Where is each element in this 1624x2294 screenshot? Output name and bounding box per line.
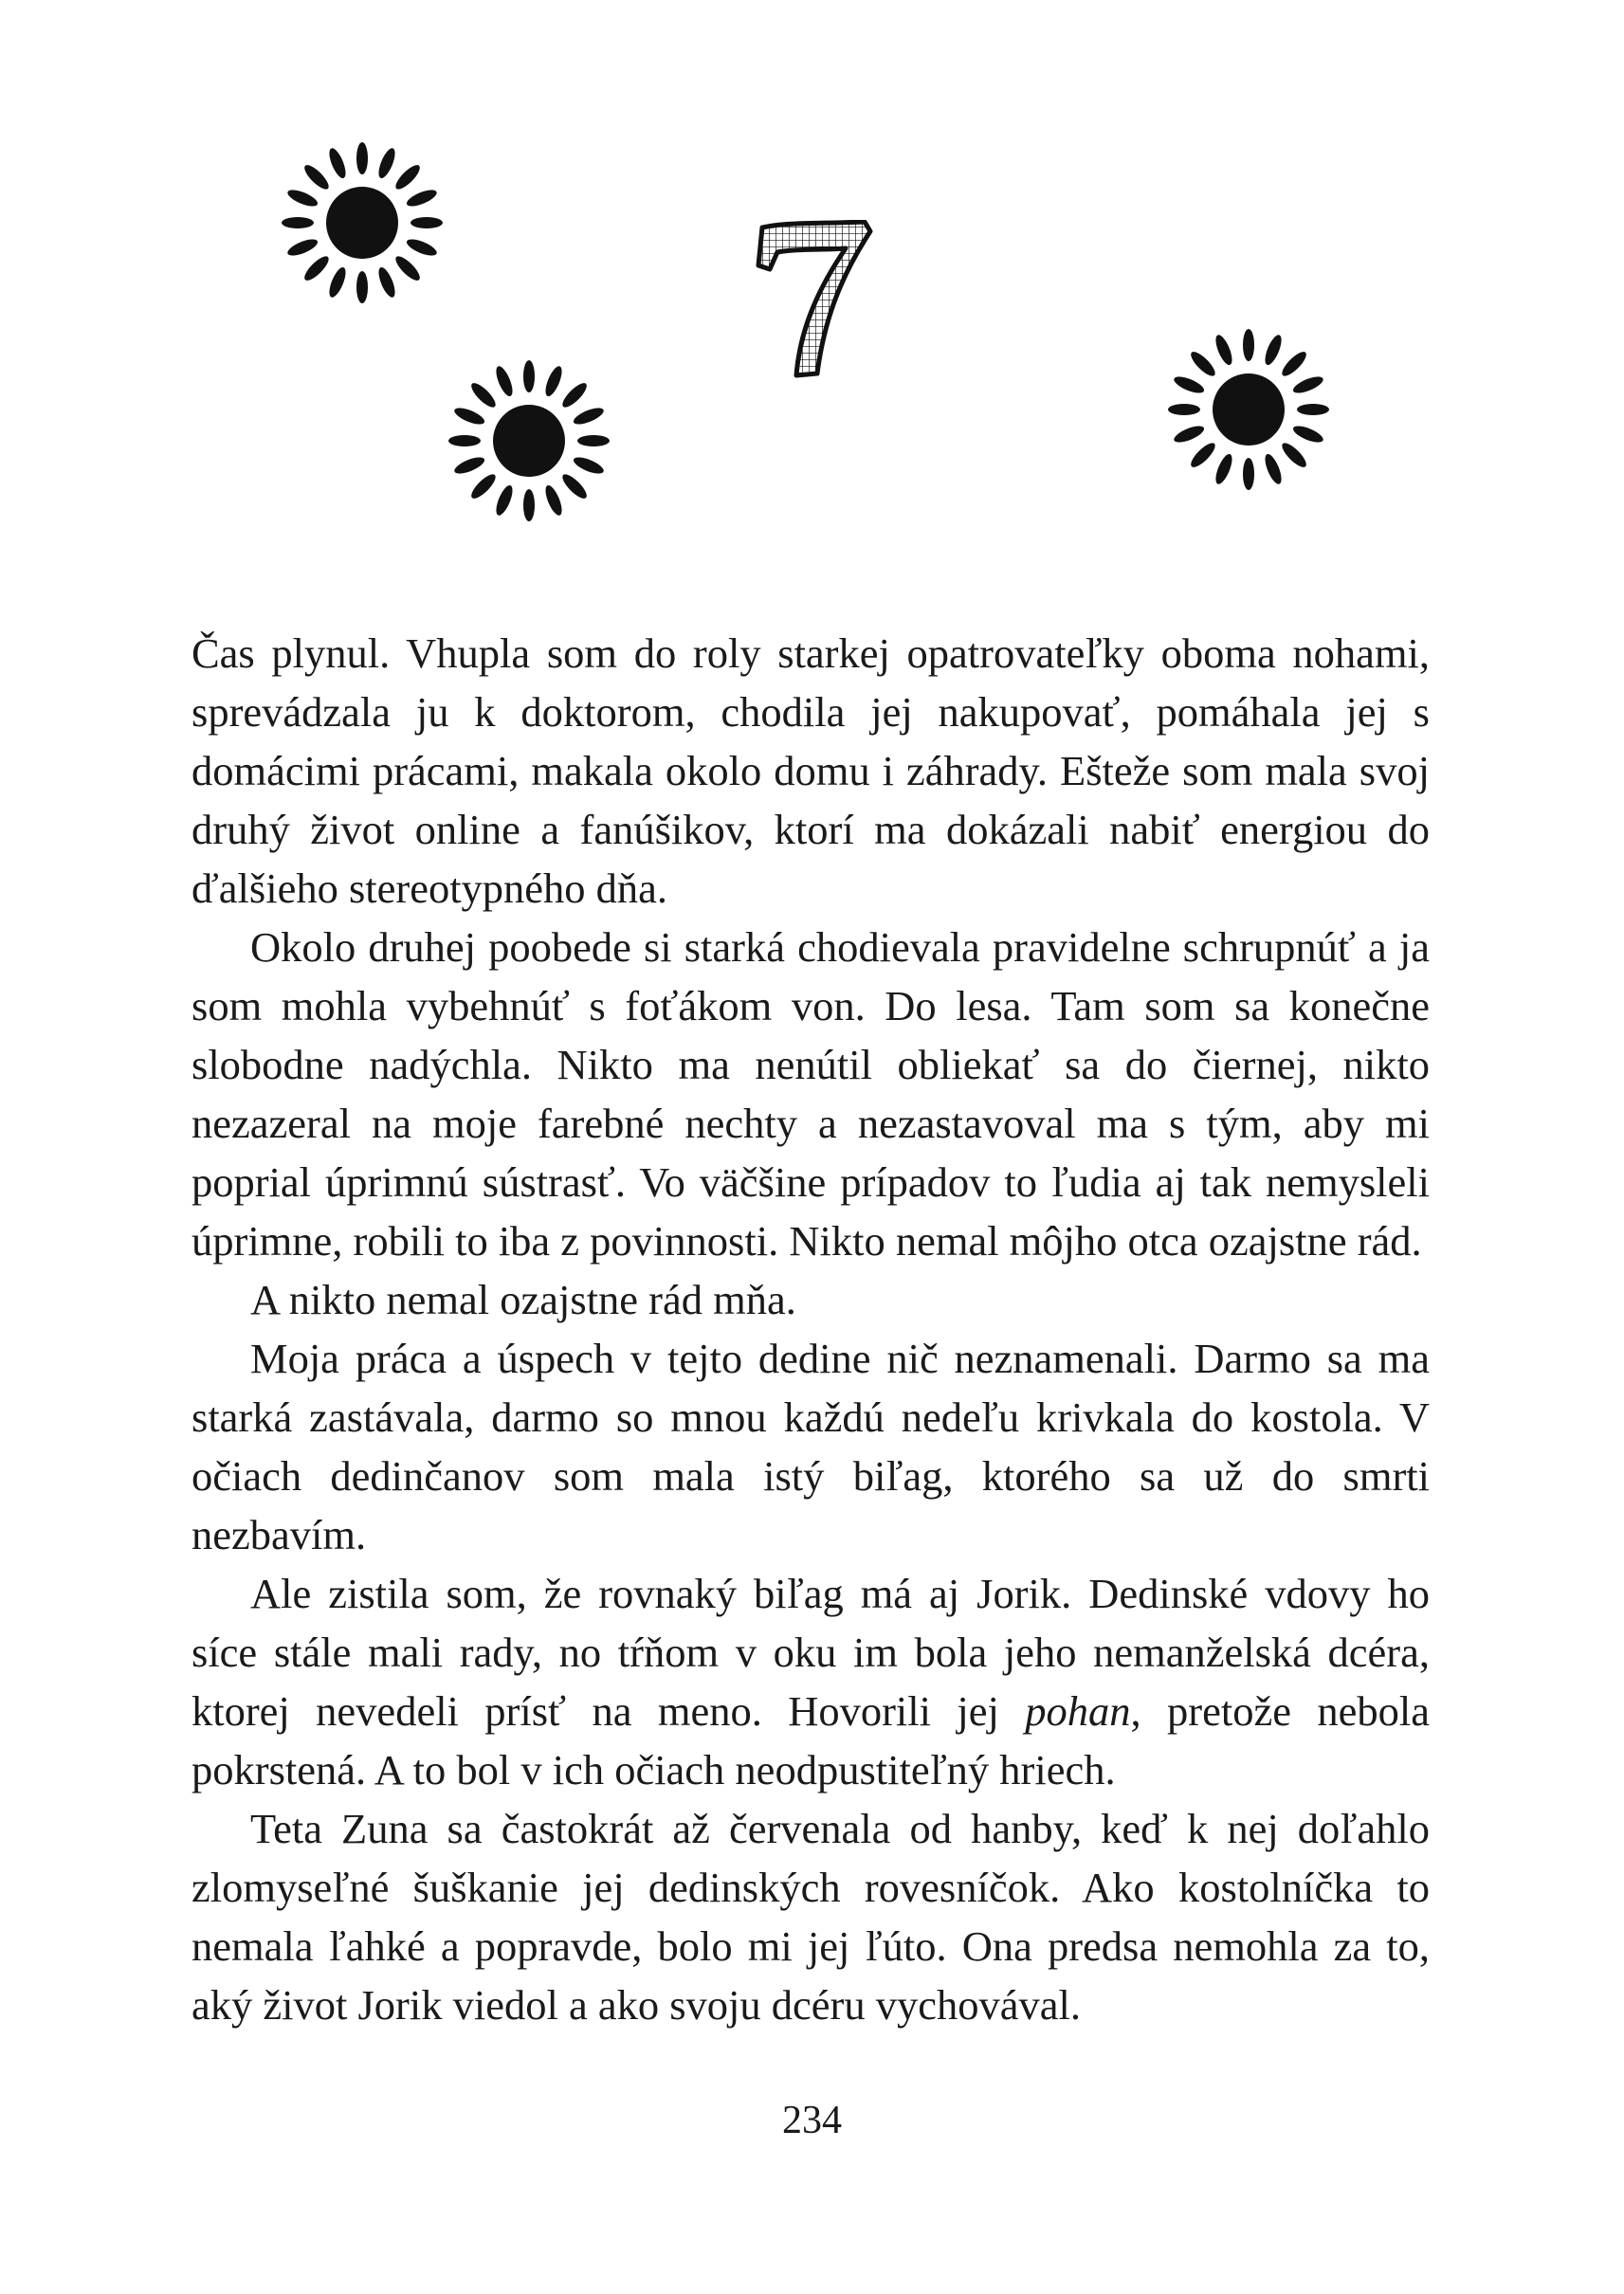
paragraph: Moja práca a úspech v tejto dedine nič neznamenali. Darmo sa ma starká zastávala, darmo so mnou každú nedeľu krivkala do kostola. V očiach dedinčanov som mala istý biľag, ktorého sa už do smrti nezbavím. [192, 1335, 1430, 1558]
paragraph [192, 1564, 1430, 1799]
paragraph-text: , pretože nebola pokrstená. A to bol v ich očiach neodpustiteľný hriech. [192, 1687, 1430, 1793]
paragraph: Teta Zuna sa častokrát až červenala od hanby, keď k nej doľahlo zlomyseľné šuškanie jej dedinských rovesníčok. Ako kostolníčka to nemala ľahké a popravde, bolo mi jej ľúto. Ona predsa nemohla za to, aký život Jorik viedol a ako svoju dcéru vychovával. [192, 1805, 1430, 2029]
paragraph-text: Ale zistila som, že rovnaký biľag má aj Jorik. Dedinské vdovy ho síce stále mali rady, no tŕňom v oku im bola jeho nemanželská dcéra, ktorej nevedeli prísť na meno. Hovorili jej [192, 1570, 1430, 1735]
sun-icon [267, 128, 457, 318]
chapter-number-text: 7 [749, 220, 750, 221]
chapter-number [749, 220, 882, 381]
sun-icon [434, 346, 624, 536]
paragraph: A nikto nemal ozajstne rád mňa. [250, 1276, 796, 1323]
paragraph: Okolo druhej poobede si starká chodievala pravidelne schrupnúť a ja som mohla vybehnúť s foťákom von. Do lesa. Tam som sa konečne slobodne nadýchla. Nikto ma nenútil obliekať sa do čiernej, nikto nezazeral na moje farebné nechty a nezastavoval ma s tým, aby mi poprial úprimnú sústrasť. Vo väčšine prípadov to ľudia aj tak nemysleli úprimne, robili to iba z povinnosti. Nikto nemal môjho otca ozajstne rád. [192, 923, 1430, 1265]
page-number: 234 [782, 2099, 842, 2142]
sun-icon [1154, 315, 1343, 504]
body-text [192, 624, 1430, 2034]
paragraph: Čas plynul. Vhupla som do roly starkej opatrovateľky oboma nohami, sprevádzala ju k doktorom, chodila jej nakupovať, pomáhala jej s domácimi prácami, makala okolo domu i záhrady. Ešteže som mala svoj druhý život online a fanúšikov, ktorí ma dokázali nabiť energiou do ďalšieho stereotypného dňa. [192, 629, 1430, 912]
italic-word: pohan [1025, 1687, 1131, 1735]
